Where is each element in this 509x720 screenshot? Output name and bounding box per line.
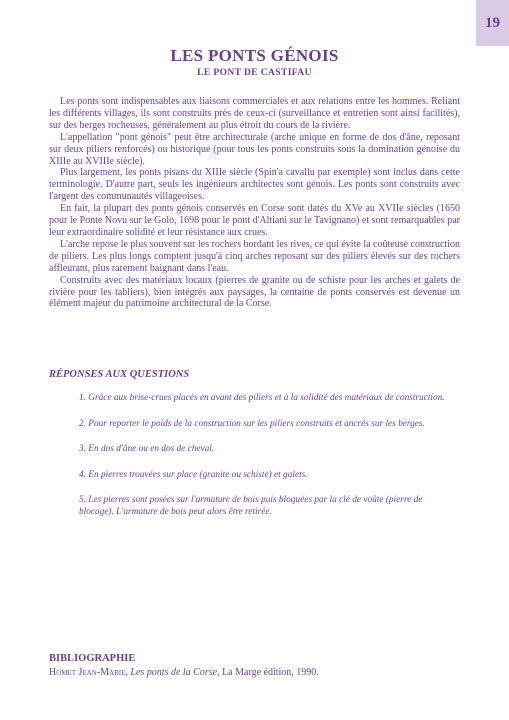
paragraph: L'arche repose le plus souvent sur les rochers bordant les rives, ce qui évite la coûteuse construction de piliers. Les plus longs comptent jusqu'à cinq arches reposant sur des piliers élevés sur des rochers affleurant, plus rarement baignant dans l'eau.	[49, 238, 460, 274]
answer-item: 5. Les pierres sont posées sur l'armature de bois puis bloquées par la clé de voûte (pierre de blocage). L'armature de bois peut alors être retirée.	[79, 495, 423, 518]
paragraph: L'appellation "pont génois" peut être architecturale (arche unique en forme de dos d'âne, reposant sur deux piliers renforcés) ou historique (pour tous les ponts construits sous la domination génoise du XIIIe au XVIIIe siècle).	[49, 131, 460, 167]
page-subtitle: LE PONT DE CASTIFAU	[197, 68, 312, 78]
answer-item: 1. Grâce aux brise-crues placés en avant des piliers et à la solidité des matériaux de construction.	[79, 393, 445, 403]
paragraph: Plus largement, les ponts pisans du XIIIe siècle (Spin'a cavallu par exemple) sont inclus dans cette terminologie. D'autre part, seuls les ingénieurs architectes sont génois. Les ponts sont construits avec l'argent des communautés villageoises.	[49, 167, 460, 203]
answer-item: 4. En pierres trouvées sur place (granite ou schiste) et galets.	[79, 469, 308, 480]
bibliography-book-title: Les ponts de la Corse	[130, 667, 218, 678]
article-body	[49, 96, 460, 310]
page-title: LES PONTS GÉNOIS	[170, 46, 339, 65]
answer-item: 3. En dos d'âne ou en dos de cheval.	[79, 444, 215, 455]
bibliography-publisher: , La Marge édition, 1990.	[217, 667, 319, 678]
paragraph: En fait, la plupart des ponts génois conservés en Corse sont datés du XVe au XVIIe siècles (1650 pour le Ponte Novu sur le Golo, 1698 pour le pont d'Altiani sur le Tavignano) et sont remarquables par leur extraordinaire solidité et leur résistance aux crues.	[49, 203, 460, 238]
bibliography-heading: BIBLIOGRAPHIE	[49, 653, 136, 664]
page-number: 19	[485, 14, 500, 31]
paragraph: Les ponts sont indispensables aux liaisons commerciales et aux relations entre les hommes. Reliant les différents villages, ils sont construits près de ceux-ci (surveillance et entretien sont ainsi facilités), sur des berges rocheuses, généralement au plus étroit du cours de la rivière.	[49, 96, 460, 131]
answers-heading: RÉPONSES AUX QUESTIONS	[49, 369, 190, 380]
bibliography-author: Homet Jean-Marie	[49, 667, 126, 678]
paragraph: Construits avec des matériaux locaux (pierres de granite ou de schiste pour les arches et galets de rivière pour les tabliers), bien intégrés aux paysages, la centaine de ponts conservés est devenue un élément majeur du patrimoine architectural de la Corse.	[49, 274, 460, 310]
answer-item: 2. Pour reporter le poids de la construction sur les piliers construits et ancrés sur les berges.	[79, 418, 425, 429]
answers-list	[79, 392, 454, 532]
page-number-tab	[476, 0, 509, 46]
bibliography-entry: Homet Jean-Marie, Les ponts de la Corse, La Marge édition, 1990.	[49, 667, 319, 678]
